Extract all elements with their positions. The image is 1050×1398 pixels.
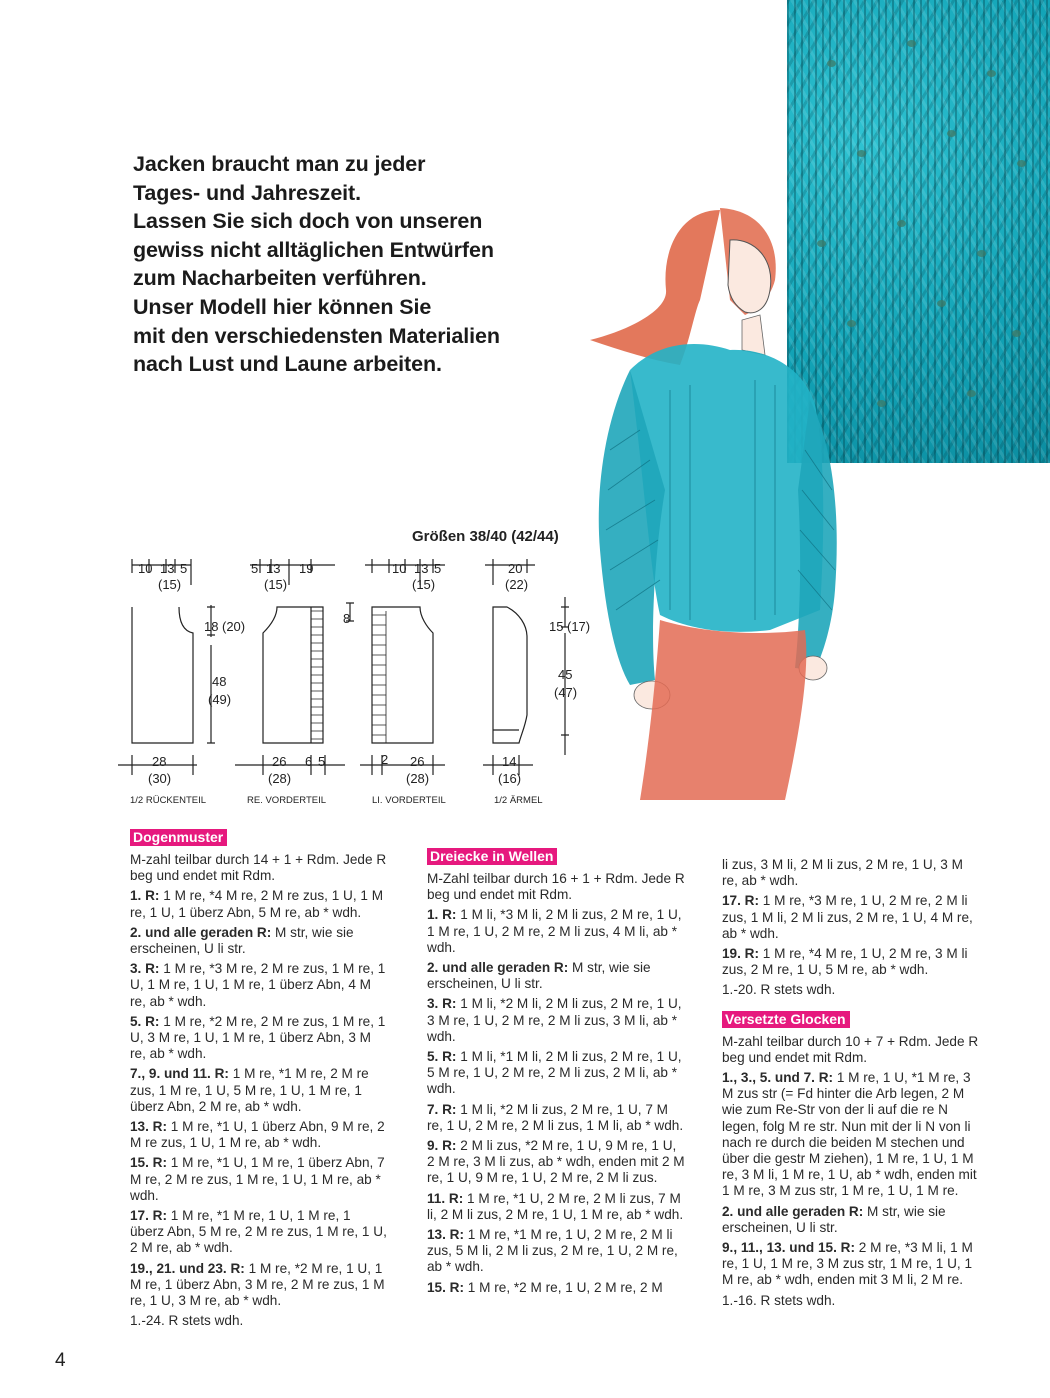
row-text: 1 M re, *2 M re, 1 U, 2 M re, 2 M: [464, 1279, 663, 1295]
lfront-top-4: (15): [412, 577, 436, 592]
back-caption: 1/2 RÜCKENTEIL: [130, 795, 207, 806]
row-text: 1 M re, *4 M re, 1 U, 2 M re, 3 M li zus, 2 M re, 1 U, 5 M re, ab * wdh.: [722, 946, 968, 978]
row-label: 17. R:: [722, 893, 760, 909]
row-text: 1 M re, *1 M re, 2 M re zus, 1 M re, 1 U, 5 M re, 1 U, 1 M re, 1 überz Abn, 2 M re, ab * wdh.: [130, 1066, 369, 1114]
intro-line: Tages- und Jahreszeit.: [133, 180, 361, 205]
eyelet-hole: [907, 40, 916, 47]
rfront-top-3: 19: [299, 561, 314, 576]
back-armhole: 18: [204, 619, 219, 634]
row-label: 2. und alle geraden R:: [130, 924, 272, 940]
intro-line: mit den verschiedensten Materialien: [133, 323, 500, 348]
rfront-bottom: 26: [272, 754, 287, 769]
pattern-row: [130, 852, 388, 884]
pattern-row: [427, 1280, 685, 1296]
pattern-row: [722, 893, 980, 942]
row-label: 9., 11., 13. und 15. R:: [722, 1240, 855, 1256]
eyelet-hole: [937, 300, 946, 307]
row-text: 1 M li, *1 M li, 2 M li zus, 2 M re, 1 U, 5 M re, 1 U, 2 M re, 2 M li zus, 2 M li, ab * wdh.: [427, 1049, 682, 1097]
pattern-row: [130, 1261, 388, 1310]
eyelet-hole: [827, 60, 836, 67]
pattern-dreiecke-in-wellen: [427, 848, 685, 1300]
row-text: 1 M re, *1 M re, 1 U, 1 M re, 1 überz Abn, 5 M re, 2 M re zus, 1 M re, 1 U, 2 M re, ab * wdh.: [130, 1208, 387, 1256]
row-text: 1 M re, *1 U, 1 überz Abn, 9 M re, 2 M re zus, 1 U, 1 M re, ab * wdh.: [130, 1119, 385, 1151]
row-label: 2. und alle geraden R:: [722, 1203, 864, 1219]
intro-line: Jacken braucht man zu jeder: [133, 152, 426, 176]
eyelet-hole: [857, 150, 866, 157]
pattern-row: [722, 857, 980, 889]
row-label: 7. R:: [427, 1101, 457, 1117]
row-label: 17. R:: [130, 1208, 168, 1224]
back-armhole-alt: (20): [222, 619, 246, 634]
pattern-row: [722, 1070, 980, 1200]
lfront-top-3: 5: [434, 561, 442, 576]
row-text: 1 M re, *2 M re, 2 M re zus, 1 M re, 1 U, 3 M re, 1 U, 1 M re, 1 überz Abn, 3 M re, ab * wdh.: [130, 1013, 386, 1062]
row-text: 1.-16. R stets wdh.: [722, 1292, 836, 1308]
eyelet-hole: [897, 220, 906, 227]
lfront-top-2: 13: [414, 561, 429, 576]
row-text: M str, wie sie erscheinen, U li str.: [130, 924, 354, 957]
row-text: 1 M li, *3 M li, 2 M li zus, 2 M re, 1 U, 1 M re, 1 U, 2 M re, 2 M li zus, 4 M li, ab * wdh.: [427, 907, 682, 955]
row-text: 1.-20. R stets wdh.: [722, 982, 836, 998]
pattern-row: [130, 1119, 388, 1151]
pattern-row: [130, 961, 388, 1010]
lfront-bottom-left: 2: [381, 752, 389, 767]
row-text: 1 M re, *1 U, 2 M re, 2 M li zus, 7 M li, 2 M li zus, 2 M re, 1 U, 1 M re, ab * wdh.: [427, 1190, 684, 1222]
rfront-neck: 8: [343, 611, 351, 626]
sleeve-cap: 15: [549, 619, 564, 634]
row-text: 1 M re, 1 U, *1 M re, 3 M zus str (= Fd hinter die Arb legen, 2 M wie zum Re-Str von der li auf die re N legen, folg M re str. Nun mit der li N von li nach re durch die beiden M stechen und über die gestr M ziehen), 1 M re, 1 U, 1 M re, 3 M li, 1 M re, 1 U, ab * wdh, enden mit 1 M re, 3 M zus str, 1 M re, 1 U, 1 M re.: [722, 1070, 977, 1199]
pattern-versetzte-glocken: [722, 857, 980, 1313]
eyelet-hole: [1012, 330, 1021, 337]
rfront-top-2: 13: [266, 561, 281, 576]
row-label: 15. R:: [130, 1155, 168, 1171]
row-label: 19. R:: [722, 946, 760, 962]
section-heading: Dreiecke in Wellen: [427, 848, 557, 865]
row-text: 1 M re, *1 M re, 1 U, 2 M re, 2 M li zus, 5 M li, 2 M li zus, 2 M re, 1 U, 2 M re, ab * wdh.: [427, 1227, 678, 1275]
rfront-caption: RE. VORDERTEIL: [247, 795, 327, 806]
row-label: 5. R:: [427, 1049, 457, 1065]
back-top-2: 13: [160, 561, 175, 576]
row-text: 1 M re, *3 M re, 1 U, 2 M re, 2 M li zus, 1 M li, 2 M li zus, 2 M re, 1 U, 4 M re, ab * wdh.: [722, 893, 973, 941]
row-text: 1 M re, *3 M re, 2 M re zus, 1 M re, 1 U, 1 M re, 1 U, 1 M re, 1 überz Abn, 4 M re, ab * wdh.: [130, 961, 386, 1009]
sizes-title: Größen 38/40 (42/44): [412, 528, 559, 545]
pattern-schematics: [115, 555, 595, 815]
row-label: 13. R:: [130, 1119, 168, 1135]
pattern-row: [130, 1066, 388, 1115]
section-heading: Dogenmuster: [130, 829, 227, 846]
row-text: 1.-24. R stets wdh.: [130, 1313, 244, 1329]
lfront-top-1: 10: [392, 561, 407, 576]
rfront-top-4: (15): [264, 577, 288, 592]
row-text: 1 M li, *2 M li, 2 M li zus, 2 M re, 1 U, 3 M re, 1 U, 2 M re, 2 M li zus, 3 M li, ab * wdh.: [427, 996, 682, 1044]
row-text: 1 M re, *2 M re, 1 U, 1 M re, 1 überz Abn, 3 M re, 2 M re zus, 1 M re, 1 U, 3 M re, ab * wdh.: [130, 1260, 385, 1309]
pattern-row: [427, 1191, 685, 1223]
row-label: 1. R:: [130, 888, 160, 904]
sleeve-top-alt: (22): [505, 577, 529, 592]
pattern-row: [427, 1049, 685, 1098]
pattern-row: [722, 1293, 980, 1309]
lfront-bottom: 26: [410, 754, 425, 769]
row-text: 1 M re, *4 M re, 2 M re zus, 1 U, 1 M re, 1 U, 1 überz Abn, 5 M re, ab * wdh.: [130, 888, 384, 920]
pattern-row: [130, 925, 388, 957]
row-label: 15. R:: [427, 1279, 465, 1295]
eyelet-hole: [987, 70, 996, 77]
intro-text: [133, 150, 603, 379]
row-label: 2. und alle geraden R:: [427, 960, 569, 976]
sleeve-bottom-alt: (16): [498, 771, 522, 786]
row-text: 2 M re, *3 M li, 1 M re, 1 U, 1 M re, 3 M zus str, 1 M re, 1 U, 1 M re, ab * wdh, enden mit 3 M li, 2 M re.: [722, 1240, 973, 1288]
back-top-3: 5: [180, 561, 188, 576]
row-text: 2 M li zus, *2 M re, 1 U, 9 M re, 1 U, 2 M re, 3 M li zus, ab * wdh, enden mit 2 M re, 1 U, 9 M re, 1 U, 2 M re, 2 M li zus.: [427, 1138, 685, 1186]
row-label: 9. R:: [427, 1138, 457, 1154]
pattern-row: [722, 1240, 980, 1289]
rfront-bottom-alt: (28): [268, 771, 292, 786]
row-text: M-zahl teilbar durch 10 + 7 + Rdm. Jede R beg und endet mit Rdm.: [722, 1033, 979, 1065]
back-length: 48: [212, 674, 227, 689]
back-length-alt: (49): [208, 692, 232, 707]
pattern-row: [427, 871, 685, 903]
back-top-4: (15): [158, 577, 182, 592]
intro-line: Lassen Sie sich doch von unseren: [133, 209, 483, 234]
row-label: 19., 21. und 23. R:: [130, 1260, 245, 1276]
pattern-dogenmuster: [130, 829, 388, 1333]
back-bottom-alt: (30): [148, 771, 172, 786]
pattern-row: [722, 1204, 980, 1236]
sleeve-length-alt: (47): [554, 685, 578, 700]
pattern-row: [722, 1034, 980, 1066]
pattern-row: [427, 907, 685, 956]
row-text: 1 M re, *1 U, 1 M re, 1 überz Abn, 7 M re, 2 M re zus, 1 M re, 1 U, 1 M re, ab * wdh.: [130, 1155, 385, 1203]
pattern-row: [130, 1313, 388, 1329]
pattern-row: [130, 1014, 388, 1063]
intro-line: nach Lust und Laune arbeiten.: [133, 352, 442, 377]
row-label: 1. R:: [427, 907, 457, 923]
sleeve-caption: 1/2 ÄRMEL: [494, 795, 543, 806]
row-text: M str, wie sie erscheinen, U li str.: [427, 960, 651, 992]
rfront-top-1: 5: [251, 561, 259, 576]
section-heading: Versetzte Glocken: [722, 1011, 850, 1028]
pattern-row: [722, 982, 980, 998]
row-text: M str, wie sie erscheinen, U li str.: [722, 1203, 946, 1235]
pattern-row: [130, 888, 388, 920]
pattern-row: [427, 1102, 685, 1134]
row-text: M-Zahl teilbar durch 16 + 1 + Rdm. Jede R beg und endet mit Rdm.: [427, 871, 685, 903]
intro-line: Unser Modell hier können Sie: [133, 294, 432, 319]
eyelet-hole: [947, 130, 956, 137]
row-label: 1., 3., 5. und 7. R:: [722, 1070, 834, 1086]
woman-in-jacket-illustration: [570, 190, 870, 800]
back-top-1: 10: [138, 561, 153, 576]
back-bottom: 28: [152, 754, 167, 769]
lfront-bottom-alt: (28): [406, 771, 430, 786]
rfront-bottom-r1: 6: [305, 754, 313, 769]
row-text: M-zahl teilbar durch 14 + 1 + Rdm. Jede R beg und endet mit Rdm.: [130, 852, 387, 884]
pattern-row: [130, 1208, 388, 1257]
pattern-row: [427, 960, 685, 992]
sleeve-bottom: 14: [502, 754, 517, 769]
row-label: 5. R:: [130, 1013, 160, 1029]
sleeve-cap-alt: (17): [567, 619, 591, 634]
pattern-row: [722, 946, 980, 978]
row-label: 3. R:: [427, 996, 457, 1012]
row-text: 1 M li, *2 M li zus, 2 M re, 1 U, 7 M re, 1 U, 2 M re, 2 M li zus, 1 M li, ab * wdh.: [427, 1101, 684, 1133]
intro-line: gewiss nicht alltäglichen Entwürfen: [133, 237, 494, 262]
eyelet-hole: [967, 390, 976, 397]
row-label: 7., 9. und 11. R:: [130, 1066, 229, 1082]
row-text: li zus, 3 M li, 2 M li zus, 2 M re, 1 U, 3 M re, ab * wdh.: [722, 857, 963, 889]
pattern-row: [427, 1138, 685, 1187]
row-label: 3. R:: [130, 961, 160, 977]
pattern-row: [130, 1155, 388, 1204]
pattern-row: [427, 996, 685, 1045]
page-number: 4: [55, 1350, 66, 1371]
rfront-bottom-r2: 5: [318, 754, 326, 769]
row-label: 11. R:: [427, 1190, 464, 1206]
eyelet-hole: [1017, 160, 1026, 167]
eyelet-hole: [977, 250, 986, 257]
lfront-caption: LI. VORDERTEIL: [372, 795, 446, 806]
intro-line: zum Nacharbeiten verführen.: [133, 266, 427, 291]
row-label: 13. R:: [427, 1227, 465, 1243]
sleeve-length: 45: [558, 667, 573, 682]
eyelet-hole: [877, 400, 886, 407]
pattern-row: [427, 1227, 685, 1276]
sleeve-top: 20: [508, 561, 523, 576]
